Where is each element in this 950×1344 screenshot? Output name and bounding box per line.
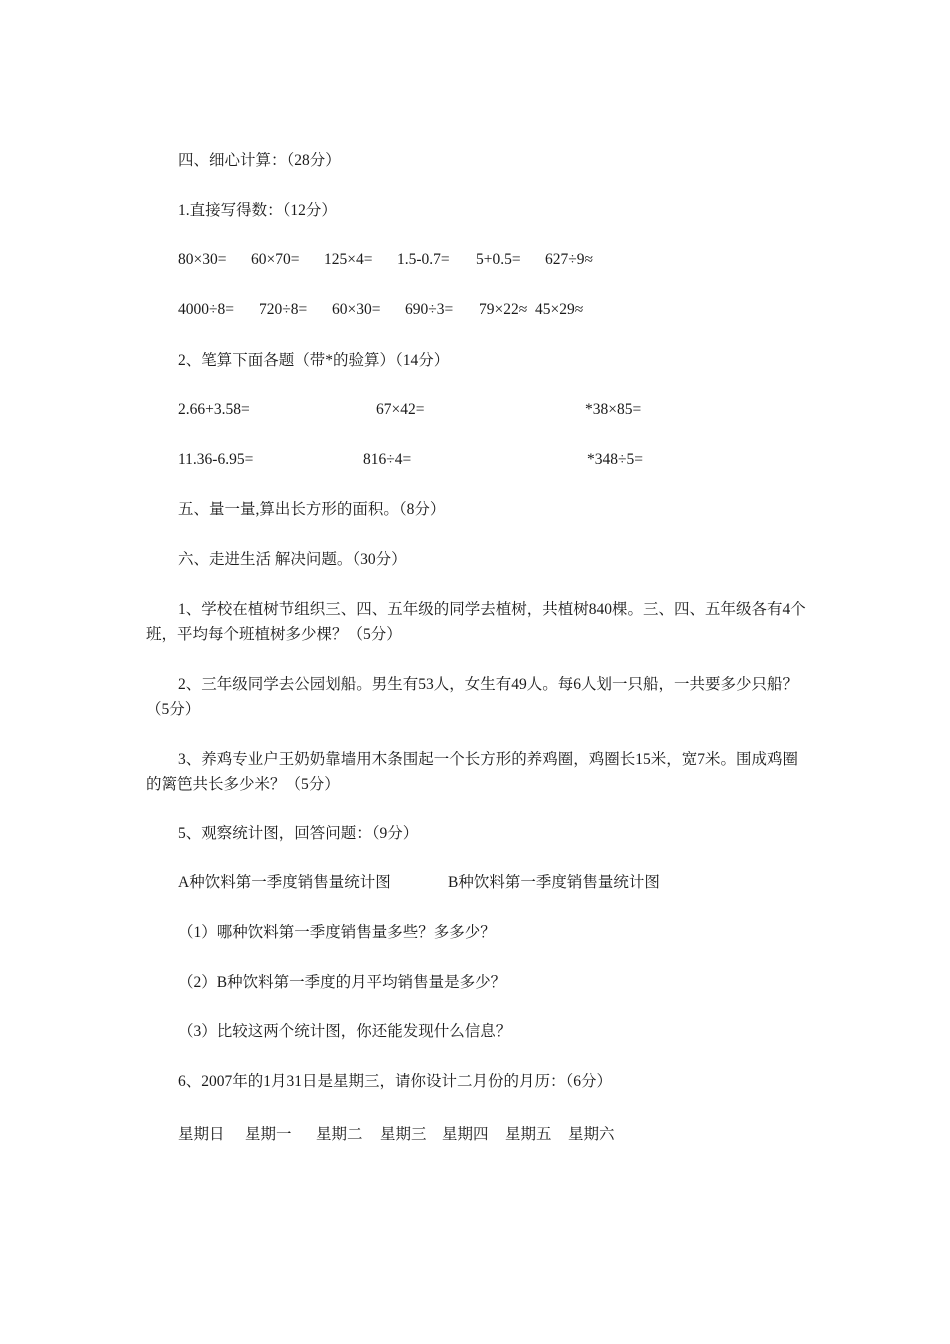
weekday-label: 星期二	[316, 1126, 363, 1143]
math-expression: 125×4=	[324, 251, 373, 268]
math-expression: 2.66+3.58=	[178, 401, 250, 418]
math-expression: 60×30=	[332, 301, 381, 318]
problem-2: 2、三年级同学去公园划船。男生有53人，女生有49人。每6人划一只船，一共要多少只船？（5分）	[146, 676, 799, 718]
math-expression: 45×29≈	[535, 301, 584, 318]
section-5-title: 五、量一量,算出长方形的面积。（8分）	[178, 501, 446, 518]
section-6-title: 六、走进生活 解决问题。（30分）	[178, 551, 407, 568]
problem-3: 3、养鸡专业户王奶奶靠墙用木条围起一个长方形的养鸡圈，鸡圈长15米，宽7米。围成鸡圈的篱笆共长多少米？（5分）	[146, 751, 799, 793]
weekday-label: 星期三	[380, 1126, 427, 1143]
math-expression: 816÷4=	[363, 451, 412, 468]
q5-subquestion-2: （2）B种饮料第一季度的月平均销售量是多少？	[178, 974, 507, 991]
math-expression: *38×85=	[585, 401, 642, 418]
weekday-label: 星期五	[505, 1126, 552, 1143]
chart-b-title: B种饮料第一季度销售量统计图	[448, 874, 660, 891]
problem-1: 1、学校在植树节组织三、四、五年级的同学去植树，共植树840棵。三、四、五年级各有4个班，平均每个班植树多少棵？（5分）	[146, 601, 806, 643]
math-expression: 80×30=	[178, 251, 227, 268]
chart-a-title: A种饮料第一季度销售量统计图	[178, 874, 391, 891]
math-expression: 4000÷8=	[178, 301, 234, 318]
math-expression: 11.36-6.95=	[178, 451, 254, 468]
weekday-label: 星期六	[568, 1126, 615, 1143]
math-expression: 690÷3=	[405, 301, 454, 318]
q6-title: 6、2007年的1月31日是星期三，请你设计二月份的月历：（6分）	[178, 1073, 613, 1090]
weekday-label: 星期日	[178, 1126, 225, 1143]
math-expression: 1.5-0.7=	[397, 251, 450, 268]
math-expression: *348÷5=	[587, 451, 643, 468]
math-expression: 79×22≈	[479, 301, 528, 318]
q5-title: 5、观察统计图，回答问题：（9分）	[178, 825, 419, 842]
q1-title: 1.直接写得数：（12分）	[178, 202, 337, 219]
math-expression: 720÷8=	[259, 301, 308, 318]
q5-subquestion-3: （3）比较这两个统计图，你还能发现什么信息？	[178, 1023, 512, 1040]
math-expression: 627÷9≈	[545, 251, 594, 268]
q5-subquestion-1: （1）哪种饮料第一季度销售量多些？多多少？	[178, 924, 496, 941]
math-expression: 5+0.5=	[476, 251, 521, 268]
weekday-label: 星期一	[245, 1126, 292, 1143]
weekday-label: 星期四	[442, 1126, 489, 1143]
section-4-title: 四、细心计算：（28分）	[178, 152, 341, 169]
q2-title: 2、笔算下面各题（带*的验算）（14分）	[178, 352, 450, 369]
math-expression: 67×42=	[376, 401, 425, 418]
math-expression: 60×70=	[251, 251, 300, 268]
